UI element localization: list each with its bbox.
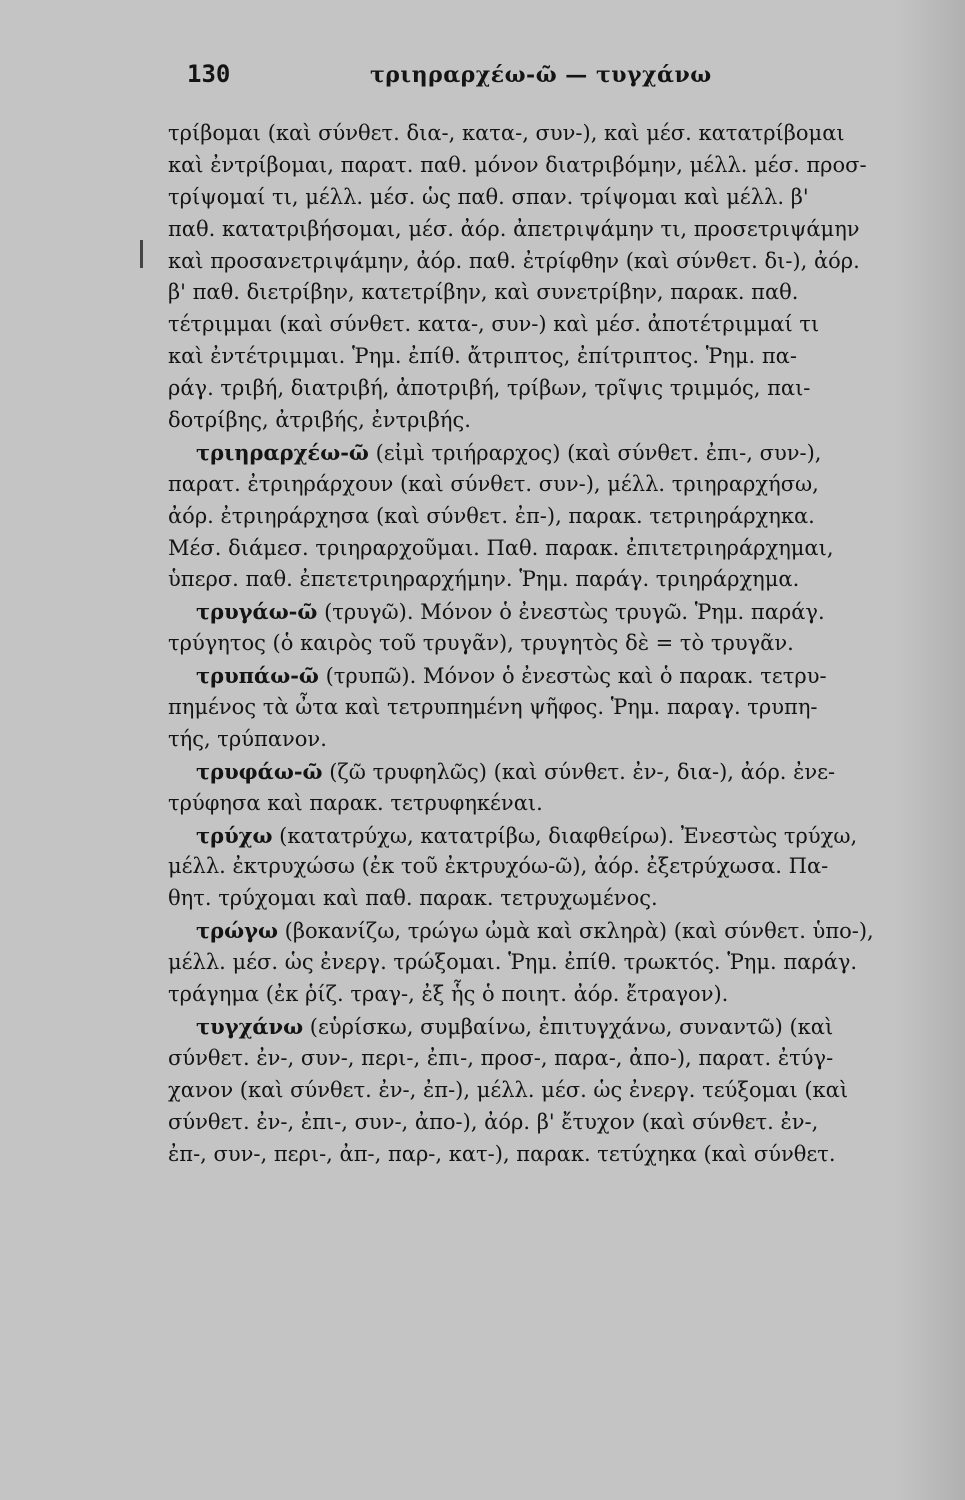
text-line — [168, 118, 903, 150]
text-line — [168, 820, 903, 852]
line-text: (εὑρίσκω, συμβαίνω, ἐπιτυγχάνω, συναντῶ) (καὶ — [303, 1014, 834, 1039]
line-text: ἐπ-, συν-, περι-, ἀπ-, παρ-, κατ-), παρακ. τετύχηκα (καὶ σύνθετ. — [168, 1141, 836, 1166]
text-line — [168, 660, 903, 692]
line-text: (εἰμὶ τριήραρχος) (καὶ σύνθετ. ἐπι-, συν-), — [368, 440, 822, 465]
line-text: καὶ ἐντέτριμμαι. Ῥημ. ἐπίθ. ἄτριπτος, ἐπίτριπτος. Ῥημ. πα- — [168, 344, 797, 369]
line-text: Μέσ. διάμεσ. τριηραρχοῦμαι. Παθ. παρακ. ἐπιτετριηράρχημαι, — [168, 535, 834, 560]
text-line — [168, 756, 903, 788]
text-line — [168, 979, 903, 1011]
line-text: ὑπερσ. παθ. ἐπετετριηραρχήμην. Ῥημ. παράγ. τριηράρχημα. — [168, 567, 800, 592]
line-text: ράγ. τριβή, διατριβή, ἀποτριβή, τρίβων, τρῖψις τριμμός, παι- — [168, 376, 811, 401]
text-line — [168, 564, 903, 596]
text-line — [168, 692, 903, 724]
line-text: μέλλ. ἐκτρυχώσω (ἐκ τοῦ ἐκτρυχόω-ῶ), ἀόρ. ἐξετρύχωσα. Πα- — [168, 854, 829, 879]
line-text: τής, τρύπανον. — [168, 726, 327, 751]
page-number: 130 — [187, 60, 231, 88]
text-line — [168, 533, 903, 565]
text-line — [168, 405, 903, 437]
text-line — [168, 277, 903, 309]
dictionary-text — [168, 118, 903, 1170]
text-line — [168, 246, 903, 278]
text-line — [168, 596, 903, 628]
text-line — [168, 214, 903, 246]
margin-mark — [140, 240, 143, 268]
text-line — [168, 788, 903, 820]
line-text: παρατ. ἐτριηράρχουν (καὶ σύνθετ. συν-), μέλλ. τριηραρχήσω, — [168, 471, 819, 496]
entry-headword: τριηραρχέω-ῶ — [196, 439, 369, 465]
text-line — [168, 182, 903, 214]
entry-headword: τρυγάω-ῶ — [196, 599, 318, 625]
running-title: τριηραρχέω-ῶ — τυγχάνω — [370, 62, 712, 88]
entry-headword: τρυφάω-ῶ — [196, 758, 323, 784]
text-line — [168, 851, 903, 883]
line-text: μέλλ. μέσ. ὡς ἐνεργ. τρώξομαι. Ῥημ. ἐπίθ. τρωκτός. Ῥημ. παράγ. — [168, 950, 858, 975]
line-text: σύνθετ. ἐν-, ἐπι-, συν-, ἀπο-), ἀόρ. β' ἔτυχον (καὶ σύνθετ. ἐν-, — [168, 1109, 819, 1134]
text-line — [168, 150, 903, 182]
line-text: τρύγητος (ὁ καιρὸς τοῦ τρυγᾶν), τρυγητὸς δὲ = τὸ τρυγᾶν. — [168, 631, 794, 656]
line-text: (τρυγῶ). Μόνον ὁ ἐνεστὼς τρυγῶ. Ῥημ. παράγ. — [317, 600, 825, 625]
text-line — [168, 469, 903, 501]
entry-headword: τρώγω — [196, 918, 278, 944]
text-line — [168, 1107, 903, 1139]
text-line — [168, 437, 903, 469]
text-line — [168, 947, 903, 979]
page-header — [187, 60, 747, 96]
line-text: τρύφησα καὶ παρακ. τετρυφηκέναι. — [168, 790, 543, 815]
line-text: β' παθ. διετρίβην, κατετρίβην, καὶ συνετρίβην, παρακ. παθ. — [168, 280, 799, 305]
text-line — [168, 883, 903, 915]
line-text: τράγημα (ἐκ ῥίζ. τραγ-, ἐξ ἧς ὁ ποιητ. ἀόρ. ἔτραγον). — [168, 982, 729, 1007]
line-text: δοτρίβης, ἀτριβής, ἐντριβής. — [168, 408, 471, 433]
line-text: (τρυπῶ). Μόνον ὁ ἐνεστὼς καὶ ὁ παρακ. τετρυ- — [318, 664, 827, 689]
text-line — [168, 1075, 903, 1107]
line-text: (κατατρύχω, κατατρίβω, διαφθείρω). Ἐνεστὼς τρύχω, — [272, 823, 858, 848]
text-line — [168, 309, 903, 341]
text-line — [168, 373, 903, 405]
entry-headword: τυγχάνω — [196, 1013, 304, 1039]
text-line — [168, 724, 903, 756]
line-text: (βοκανίζω, τρώγω ὠμὰ καὶ σκληρὰ) (καὶ σύνθετ. ὑπο-), — [277, 919, 874, 944]
line-text: πημένος τὰ ὦτα καὶ τετρυπημένη ψῆφος. Ῥημ. παραγ. τρυπη- — [168, 695, 818, 720]
entry-headword: τρυπάω-ῶ — [196, 663, 319, 689]
line-text: (ζῶ τρυφηλῶς) (καὶ σύνθετ. ἐν-, δια-), ἀόρ. ἐνε- — [322, 759, 836, 784]
text-line — [168, 1043, 903, 1075]
line-text: παθ. κατατριβήσομαι, μέσ. ἀόρ. ἀπετριψάμην τι, προσετριψάμην — [168, 216, 860, 241]
text-line — [168, 501, 903, 533]
line-text: χανον (καὶ σύνθετ. ἐν-, ἐπ-), μέλλ. μέσ. ὡς ἐνεργ. τεύξομαι (καὶ — [168, 1077, 849, 1102]
text-line — [168, 1011, 903, 1043]
text-line — [168, 915, 903, 947]
text-line — [168, 341, 903, 373]
line-text: τέτριμμαι (καὶ σύνθετ. κατα-, συν-) καὶ μέσ. ἀποτέτριμμαί τι — [168, 312, 820, 337]
line-text: θητ. τρύχομαι καὶ παθ. παρακ. τετρυχωμένος. — [168, 886, 658, 911]
line-text: ἀόρ. ἐτριηράρχησα (καὶ σύνθετ. ἐπ-), παρακ. τετριηράρχηκα. — [168, 503, 815, 528]
entry-headword: τρύχω — [196, 822, 273, 848]
text-line — [168, 628, 903, 660]
line-text: τρίψομαί τι, μέλλ. μέσ. ὡς παθ. σπαν. τρίψομαι καὶ μέλλ. β' — [168, 184, 809, 209]
line-text: καὶ ἐντρίβομαι, παρατ. παθ. μόνον διατριβόμην, μέλλ. μέσ. προσ- — [168, 152, 867, 177]
page-edge-shadow — [895, 0, 965, 1500]
line-text: καὶ προσανετριψάμην, ἀόρ. παθ. ἐτρίφθην (καὶ σύνθετ. δι-), ἀόρ. — [168, 248, 860, 273]
text-line — [168, 1139, 903, 1171]
line-text: σύνθετ. ἐν-, συν-, περι-, ἐπι-, προσ-, παρα-, ἀπο-), παρατ. ἐτύγ- — [168, 1045, 834, 1070]
line-text: τρίβομαι (καὶ σύνθετ. δια-, κατα-, συν-), καὶ μέσ. κατατρίβομαι — [168, 121, 845, 145]
